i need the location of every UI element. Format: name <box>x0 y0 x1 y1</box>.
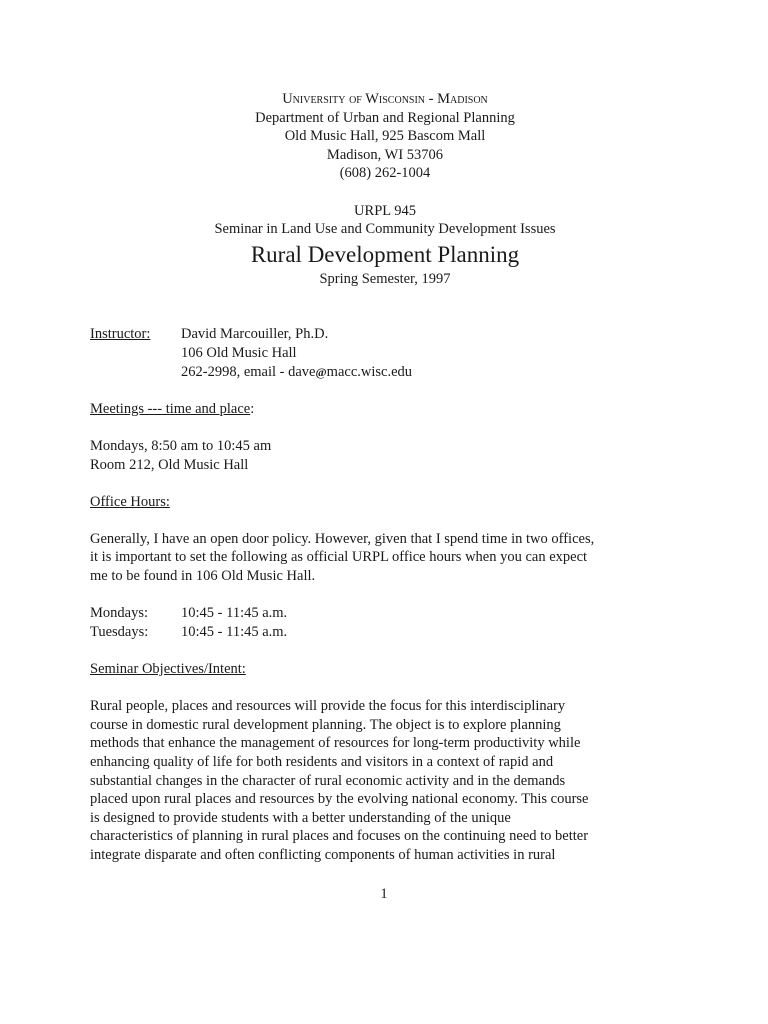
office-hours-section <box>90 493 680 642</box>
objectives-text <box>90 697 680 864</box>
department-name: Department of Urban and Regional Planning <box>255 109 515 126</box>
objectives-heading: Seminar Objectives/Intent: <box>90 661 246 678</box>
meetings-time: Mondays, 8:50 am to 10:45 am <box>90 437 272 454</box>
office-hours-row <box>90 604 680 623</box>
instructor-label: Instructor: <box>90 326 151 343</box>
instructor-contact <box>181 363 412 382</box>
office-hours-row <box>90 623 680 642</box>
meetings-room: Room 212, Old Music Hall <box>90 456 249 473</box>
department-city: Madison, WI 53706 <box>326 146 444 163</box>
letterhead <box>90 90 680 288</box>
office-hours-time: 10:45 - 11:45 a.m. <box>181 605 288 622</box>
text-line: Generally, I have an open door policy. However, given that I spend time in two offices, <box>90 530 595 547</box>
course-title: Rural Development Planning <box>250 241 520 267</box>
instructor-name: David Marcouiller, Ph.D. <box>181 326 329 343</box>
text-line: is designed to provide students with a better understanding of the unique <box>90 809 511 826</box>
text-line: characteristics of planning in rural places and focuses on the continuing need to better <box>90 828 589 845</box>
office-hours-heading: Office Hours: <box>90 493 170 510</box>
text-line: enhancing quality of life for both residents and visitors in a context of rapid and <box>90 754 554 770</box>
department-address: Old Music Hall, 925 Bascom Mall <box>284 128 486 145</box>
meetings-section <box>90 400 680 474</box>
semester: Spring Semester, 1997 <box>319 270 451 287</box>
instructor-office: 106 Old Music Hall <box>181 344 297 361</box>
text-line: course in domestic rural development planning. The object is to explore planning <box>90 716 561 733</box>
text-line: methods that enhance the management of resources for long-term productivity while <box>90 735 581 752</box>
page-content <box>90 90 680 865</box>
meetings-heading-colon: : <box>250 400 255 417</box>
office-hours-text <box>90 530 680 586</box>
course-subtitle: Seminar in Land Use and Community Development Issues <box>214 221 556 238</box>
at-icon: @ <box>315 364 327 379</box>
objectives-section <box>90 660 680 865</box>
text-line: substantial changes in the character of rural economic activity and in the demands <box>90 772 566 789</box>
instructor-contact-domain: macc.wisc.edu <box>326 363 413 380</box>
text-line: it is important to set the following as official URPL office hours when you can expect <box>90 549 588 566</box>
course-number: URPL 945 <box>354 202 416 219</box>
text-line: Rural people, places and resources will provide the focus for this interdisciplinary <box>90 698 566 715</box>
office-hours-time: 10:45 - 11:45 a.m. <box>181 623 288 640</box>
department-phone: (608) 262-1004 <box>339 165 431 182</box>
text-line: integrate disparate and often conflicting components of human activities in rural <box>90 846 556 863</box>
office-hours-day: Mondays: <box>90 605 148 622</box>
page-number: 1 <box>380 886 388 902</box>
instructor-contact-prefix: 262-2998, email - dave <box>181 363 316 380</box>
text-line: placed upon rural places and resources by the evolving national economy. This course <box>90 791 589 808</box>
office-hours-day: Tuesdays: <box>90 623 149 640</box>
instructor-section <box>90 325 680 381</box>
text-line: me to be found in 106 Old Music Hall. <box>90 568 316 585</box>
meetings-heading: Meetings --- time and place <box>90 400 251 417</box>
university-name: University of Wisconsin - Madison <box>282 91 488 107</box>
